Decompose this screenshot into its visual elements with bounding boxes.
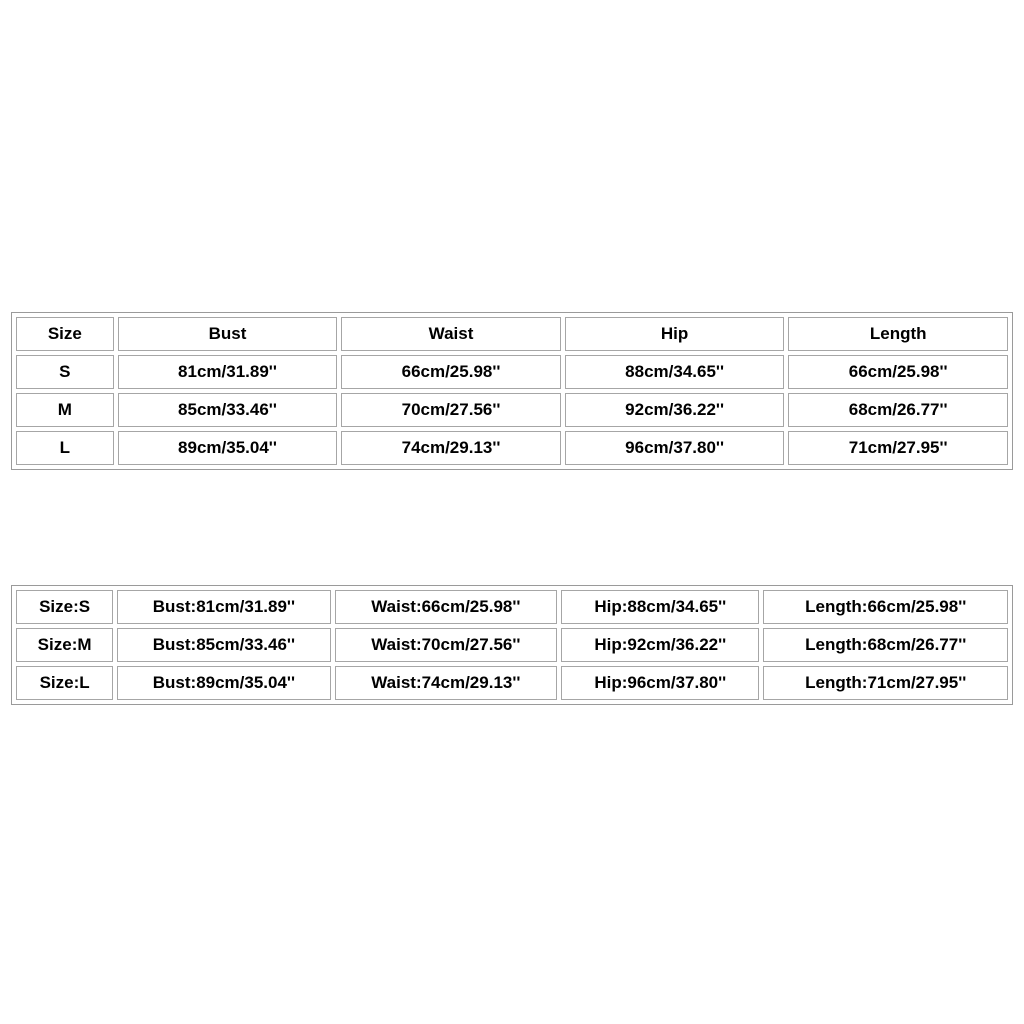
header-length: Length: [788, 317, 1008, 351]
cell-waist: 70cm/27.56'': [341, 393, 561, 427]
cell-length: Length:71cm/27.95'': [763, 666, 1008, 700]
cell-hip: 96cm/37.80'': [565, 431, 785, 465]
table-row: [16, 355, 1008, 389]
cell-size: Size:M: [16, 628, 113, 662]
cell-length: Length:68cm/26.77'': [763, 628, 1008, 662]
cell-length: 66cm/25.98'': [788, 355, 1008, 389]
cell-length: Length:66cm/25.98'': [763, 590, 1008, 624]
header-bust: Bust: [118, 317, 338, 351]
size-chart-table-columns: [11, 312, 1013, 470]
table-row: [16, 393, 1008, 427]
header-size: Size: [16, 317, 114, 351]
cell-bust: Bust:81cm/31.89'': [117, 590, 330, 624]
cell-size: L: [16, 431, 114, 465]
cell-hip: Hip:96cm/37.80'': [561, 666, 759, 700]
cell-waist: Waist:66cm/25.98'': [335, 590, 557, 624]
cell-waist: 66cm/25.98'': [341, 355, 561, 389]
table-row: [16, 628, 1008, 662]
table-header-row: [16, 317, 1008, 351]
cell-bust: Bust:85cm/33.46'': [117, 628, 330, 662]
cell-bust: 85cm/33.46'': [118, 393, 338, 427]
table-row: [16, 431, 1008, 465]
cell-bust: 89cm/35.04'': [118, 431, 338, 465]
cell-waist: 74cm/29.13'': [341, 431, 561, 465]
cell-waist: Waist:70cm/27.56'': [335, 628, 557, 662]
cell-hip: Hip:92cm/36.22'': [561, 628, 759, 662]
cell-size: M: [16, 393, 114, 427]
cell-size: S: [16, 355, 114, 389]
header-waist: Waist: [341, 317, 561, 351]
table-row: [16, 590, 1008, 624]
cell-length: 71cm/27.95'': [788, 431, 1008, 465]
cell-hip: 92cm/36.22'': [565, 393, 785, 427]
cell-bust: 81cm/31.89'': [118, 355, 338, 389]
header-hip: Hip: [565, 317, 785, 351]
table-row: [16, 666, 1008, 700]
cell-size: Size:L: [16, 666, 113, 700]
size-chart-table-inline: [11, 585, 1013, 705]
cell-bust: Bust:89cm/35.04'': [117, 666, 330, 700]
cell-size: Size:S: [16, 590, 113, 624]
cell-waist: Waist:74cm/29.13'': [335, 666, 557, 700]
cell-length: 68cm/26.77'': [788, 393, 1008, 427]
cell-hip: Hip:88cm/34.65'': [561, 590, 759, 624]
cell-hip: 88cm/34.65'': [565, 355, 785, 389]
